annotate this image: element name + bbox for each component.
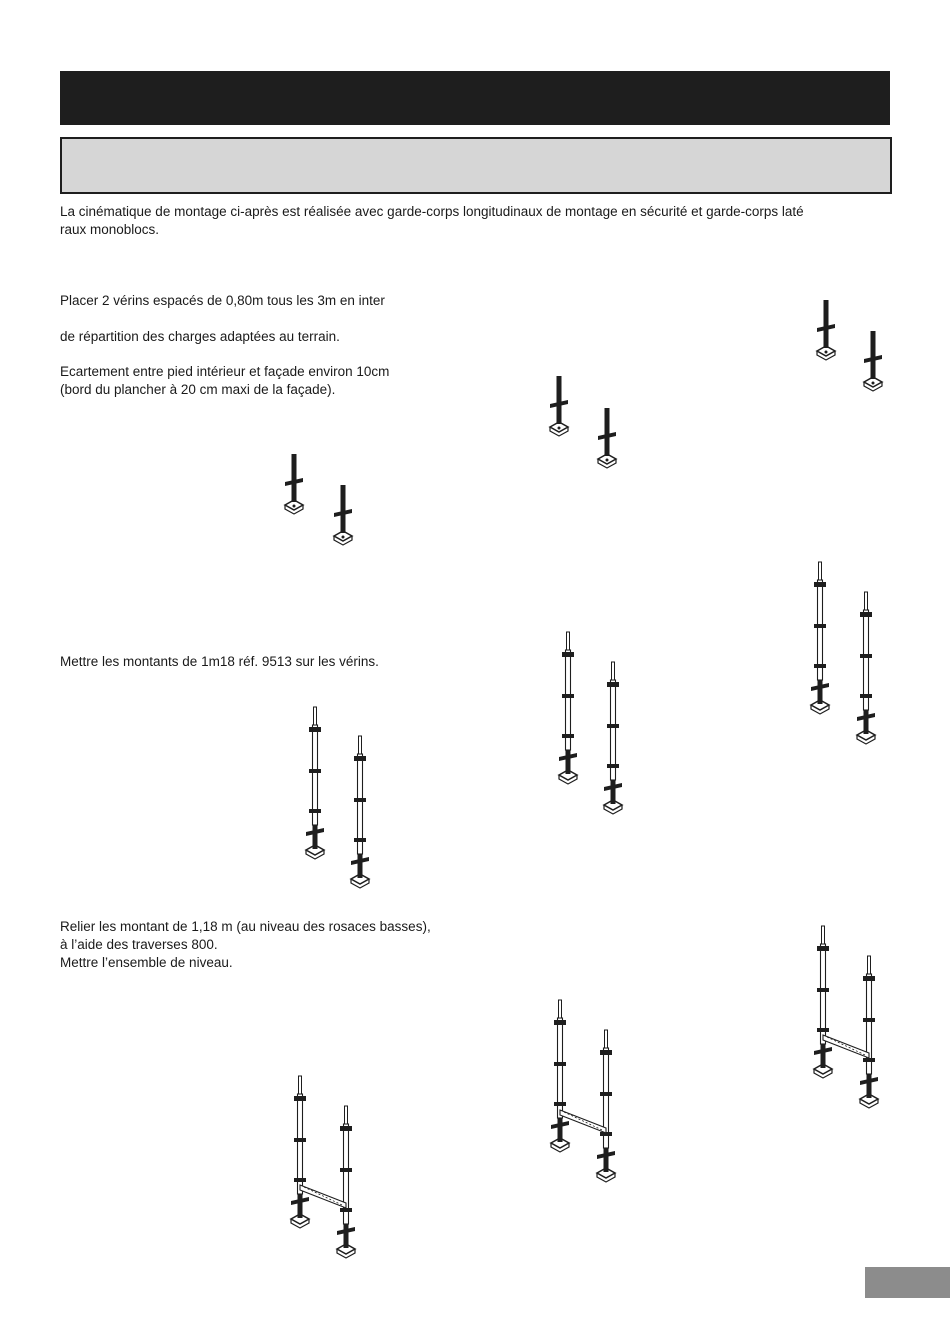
standard-pair-icon: [811, 562, 875, 744]
standard-pair-transom-icon: [814, 926, 878, 1108]
jack-pair-icon: [285, 454, 352, 545]
intro-text: La cinématique de montage ci-après est réalisée avec garde-corps longitudinaux de montage en sécurité et garde-corps laté raux monoblocs.: [60, 204, 804, 237]
step1-line3: Ecartement entre pied intérieur et façade environ 10cm (bord du plancher à 20 cm maxi de la façade).: [60, 364, 390, 397]
standard-pair-transom-icon: [551, 1000, 615, 1182]
standard-pair-transom-icon: [291, 1076, 355, 1258]
page-number-tab: [865, 1267, 950, 1298]
step1-line1: Placer 2 vérins espacés de 0,80m tous les 3m en inter: [60, 293, 385, 308]
step3-text: Relier les montant de 1,18 m (au niveau des rosaces basses), à l’aide des traverses 800. Mettre l’ensemble de niveau.: [60, 919, 431, 970]
step2-text: Mettre les montants de 1m18 réf. 9513 sur les vérins.: [60, 654, 379, 669]
step1-line2: de répartition des charges adaptées au terrain.: [60, 329, 340, 344]
standard-pair-icon: [559, 632, 622, 814]
standard-pair-icon: [306, 707, 369, 888]
jack-pair-icon: [550, 376, 616, 468]
jack-pair-icon: [817, 300, 882, 391]
